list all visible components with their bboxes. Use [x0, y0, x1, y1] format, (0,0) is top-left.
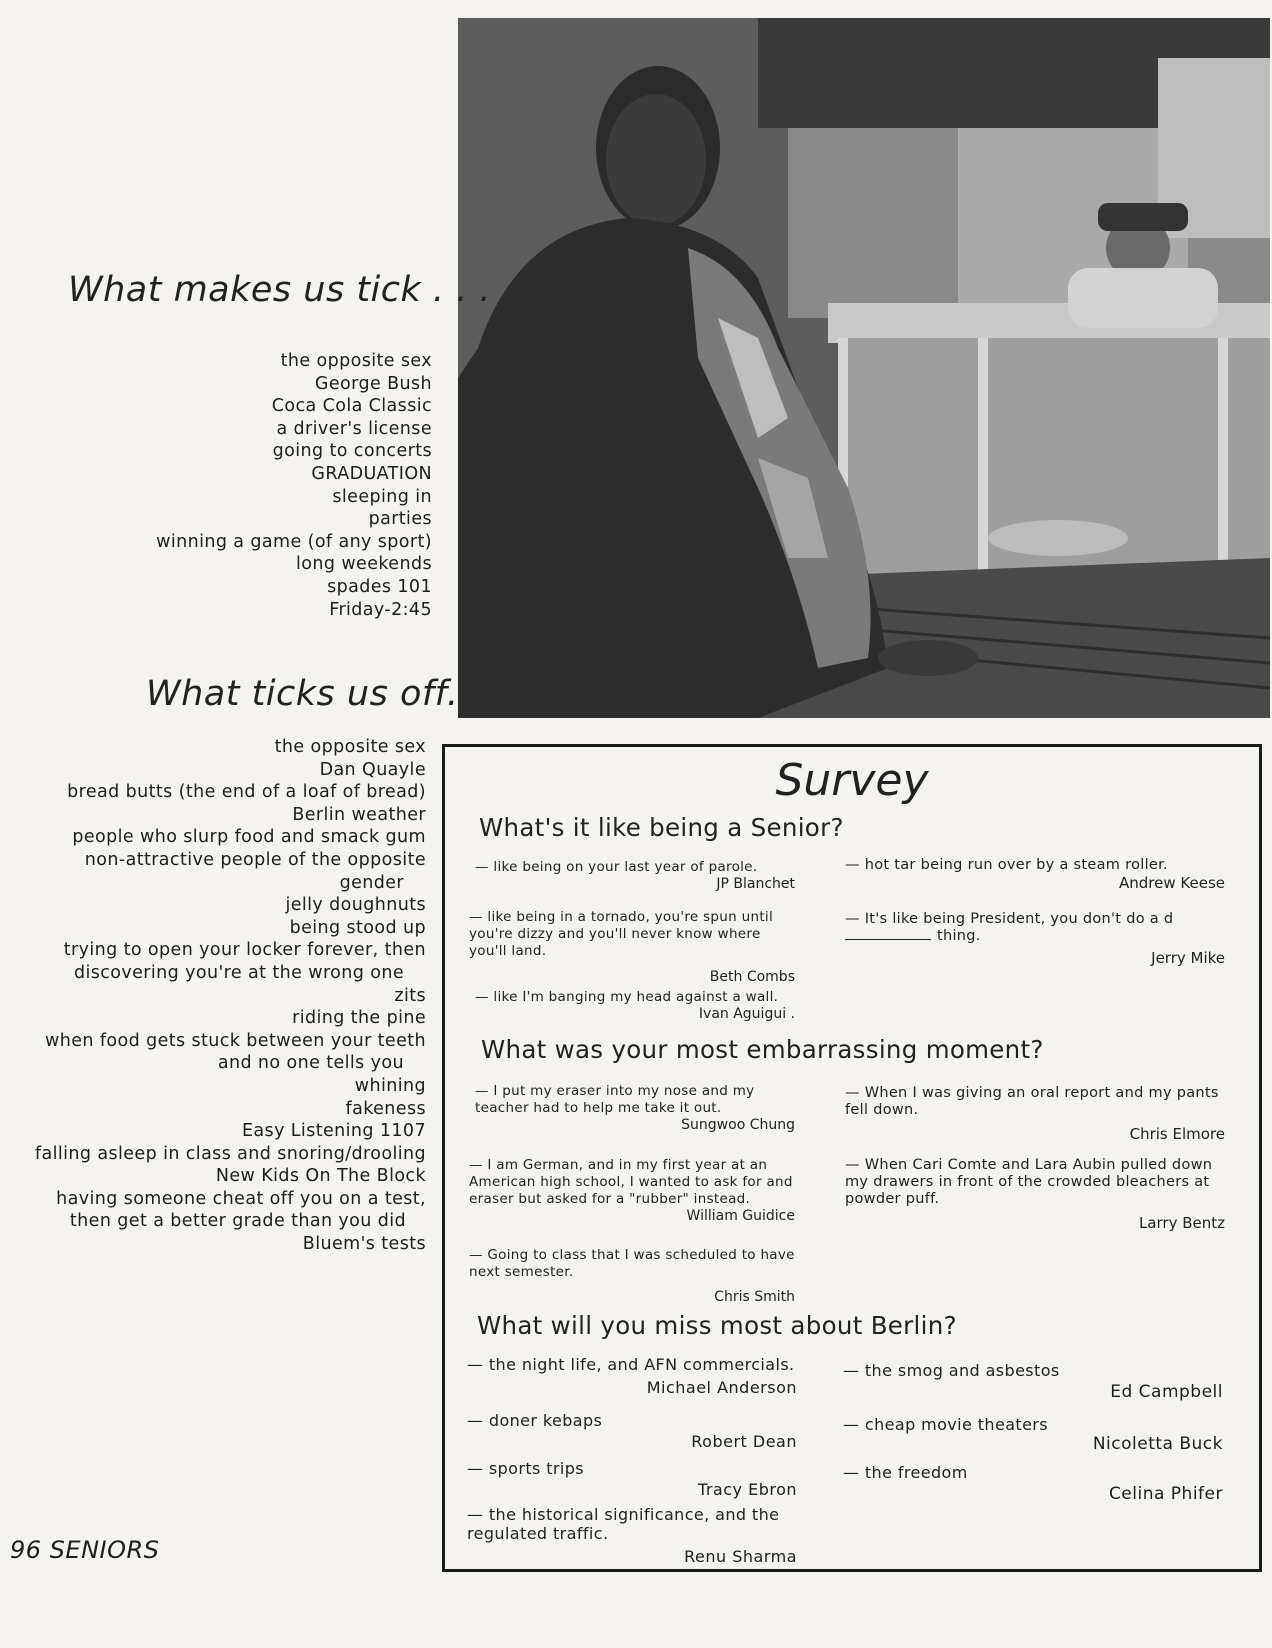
answer-text: — like being on your last year of parole.	[475, 859, 758, 875]
list-item: and no one tells you	[217, 1053, 404, 1074]
survey-title: Survey	[775, 755, 929, 806]
answer-text: — sports trips	[467, 1459, 585, 1478]
answer-name: Michael Anderson	[646, 1378, 797, 1397]
list-item: Easy Listening 1107	[241, 1121, 426, 1142]
answer-name: Beth Combs	[709, 969, 795, 985]
answer-text: — the historical significance, and the regulated traffic.	[467, 1505, 780, 1543]
makes-us-tick-heading: What makes us tick . . .	[68, 270, 492, 310]
answer-text-end: thing.	[937, 928, 981, 944]
list-item: George Bush	[314, 373, 432, 394]
answer-block	[845, 911, 1225, 967]
answer-name: Renu Sharma	[684, 1547, 797, 1566]
answer-name: JP Blanchet	[716, 876, 795, 892]
page-folio: 96 SENIORS	[10, 1536, 160, 1564]
answer-block	[469, 989, 795, 1022]
answer-text: — like being in a tornado, you're spun until you're dizzy and you'll never know where you'll land.	[469, 909, 774, 959]
list-item: GRADUATION	[311, 463, 432, 484]
answer-text: — Going to class that I was scheduled to have next semester.	[469, 1247, 795, 1280]
answer-name: William Guidice	[686, 1208, 795, 1224]
answer-name: Jerry Mike	[1151, 949, 1225, 967]
list-item: gender	[339, 872, 404, 893]
answer-name: Tracy Ebron	[697, 1480, 797, 1499]
list-item: people who slurp food and smack gum	[72, 827, 426, 848]
answer-text: — When I was giving an oral report and my pants fell down.	[845, 1085, 1219, 1118]
survey-box	[442, 744, 1262, 1572]
list-item: when food gets stuck between your teeth	[45, 1030, 426, 1051]
answer-text: — doner kebaps	[467, 1411, 603, 1430]
answer-name: Chris Elmore	[1129, 1125, 1225, 1143]
list-item: discovering you're at the wrong one	[73, 962, 404, 983]
answer-block	[469, 859, 795, 892]
list-item: Bluem's tests	[302, 1234, 426, 1255]
answer-block	[843, 1415, 1223, 1454]
answer-block	[467, 1505, 797, 1566]
answer-block	[845, 1157, 1225, 1232]
list-item: the opposite sex	[274, 737, 426, 757]
question-miss-berlin: What will you miss most about Berlin?	[477, 1311, 957, 1340]
list-item: riding the pine	[292, 1008, 426, 1029]
answer-text: — I am German, and in my first year at an American high school, I wanted to ask for and eraser but asked for a "rubber" instead.	[469, 1157, 793, 1207]
answer-name: Robert Dean	[691, 1432, 797, 1451]
list-item: trying to open your locker forever, then	[63, 940, 426, 961]
answer-block	[467, 1355, 797, 1397]
list-item: parties	[368, 509, 432, 530]
answer-text	[845, 911, 1225, 945]
list-item: bread butts (the end of a loaf of bread)	[67, 782, 426, 803]
answer-text: — like I'm banging my head against a wall.	[475, 989, 779, 1005]
answer-block	[469, 1247, 795, 1305]
answer-block	[467, 1459, 797, 1499]
list-item: having someone cheat off you on a test,	[56, 1188, 426, 1209]
list-item: going to concerts	[272, 441, 432, 462]
answer-block	[467, 1411, 797, 1451]
list-item: New Kids On The Block	[215, 1166, 426, 1187]
answer-text: — cheap movie theaters	[843, 1415, 1049, 1434]
ticks-us-off-heading: What ticks us off.	[146, 674, 459, 714]
answer-name: Celina Phifer	[1108, 1484, 1223, 1504]
answer-name: Nicoletta Buck	[1092, 1434, 1223, 1454]
answer-block	[469, 1157, 795, 1224]
list-item: whining	[354, 1075, 426, 1096]
list-item: zits	[394, 985, 426, 1006]
list-item: Dan Quayle	[319, 759, 426, 780]
list-item: Coca Cola Classic	[271, 396, 432, 417]
list-item: Berlin weather	[292, 804, 426, 825]
list-item: non-attractive people of the opposite	[84, 849, 426, 870]
answer-block	[845, 1085, 1225, 1143]
answer-text: — hot tar being run over by a steam roller.	[845, 857, 1168, 873]
list-item: being stood up	[289, 917, 426, 938]
answer-text: — the smog and asbestos	[843, 1361, 1060, 1380]
answer-name: Chris Smith	[714, 1289, 795, 1305]
list-item: then get a better grade than you did	[69, 1211, 406, 1232]
cafeteria-photo	[458, 18, 1270, 718]
list-item: long weekends	[296, 554, 432, 575]
answer-name: Ed Campbell	[1110, 1382, 1223, 1402]
answer-block	[843, 1361, 1223, 1402]
answer-name: Sungwoo Chung	[681, 1117, 795, 1133]
list-item: winning a game (of any sport)	[156, 531, 432, 552]
makes-us-tick-list	[156, 350, 432, 621]
answer-name: Ivan Aguigui .	[698, 1006, 795, 1022]
list-item: a driver's license	[276, 418, 432, 439]
list-item: fakeness	[345, 1098, 426, 1119]
answer-text: — the night life, and AFN commercials.	[467, 1355, 795, 1374]
question-embarrassing: What was your most embarrassing moment?	[481, 1035, 1044, 1064]
list-item: Friday-2:45	[329, 599, 432, 620]
answer-block	[469, 1083, 795, 1133]
answer-text-start: — It's like being President, you don't do a d	[845, 911, 1174, 927]
list-item: falling asleep in class and snoring/drooling	[34, 1143, 426, 1164]
ticks-us-off-list	[35, 736, 426, 1256]
answer-block	[469, 909, 795, 985]
answer-block	[843, 1463, 1223, 1504]
list-item: sleeping in	[332, 486, 432, 507]
answer-text: — I put my eraser into my nose and my teacher had to help me take it out.	[475, 1083, 755, 1116]
answer-name: Larry Bentz	[1138, 1214, 1225, 1232]
answer-text: — When Cari Comte and Lara Aubin pulled down my drawers in front of the crowded bleachers at powder puff.	[845, 1157, 1213, 1207]
question-senior: What's it like being a Senior?	[479, 813, 844, 842]
answer-name: Andrew Keese	[1119, 874, 1225, 892]
blank-line	[845, 939, 931, 940]
list-item: spades 101	[327, 576, 432, 597]
answer-text: — the freedom	[843, 1463, 968, 1482]
list-item: the opposite sex	[280, 351, 432, 371]
photo-illustration	[458, 18, 1270, 718]
list-item: jelly doughnuts	[285, 895, 426, 916]
answer-block	[845, 857, 1225, 892]
